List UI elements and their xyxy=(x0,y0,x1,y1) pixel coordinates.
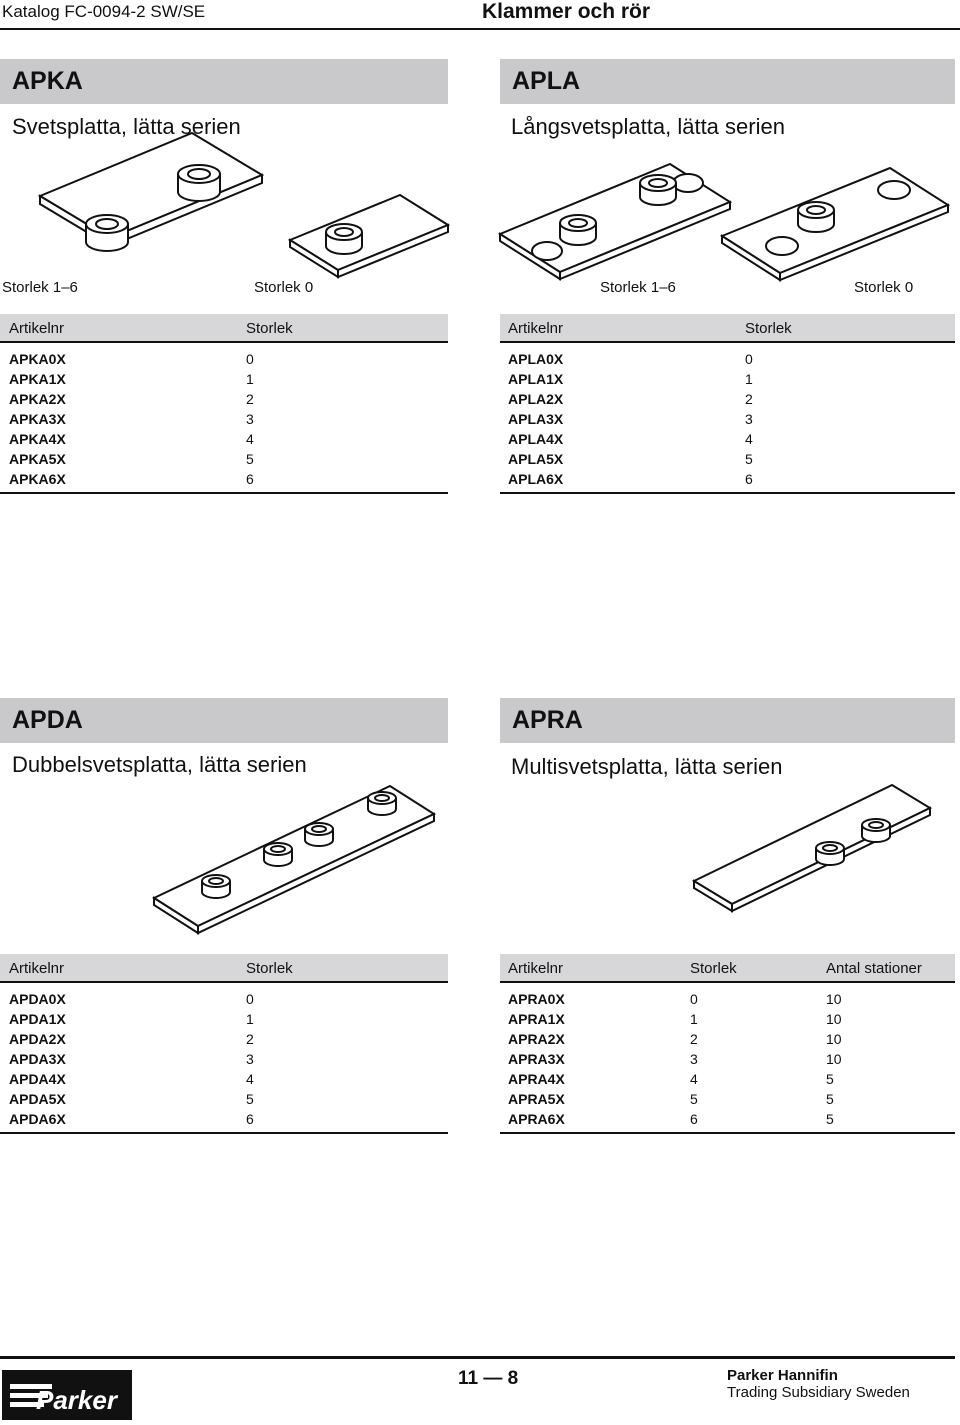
article-number: APDA5X xyxy=(9,1091,66,1107)
article-number: APRA6X xyxy=(508,1111,565,1127)
catalog-number: Katalog FC-0094-2 SW/SE xyxy=(2,2,206,21)
article-number: APKA3X xyxy=(9,411,66,427)
size-value: 0 xyxy=(745,351,753,367)
size-value: 0 xyxy=(246,991,254,1007)
size-value: 1 xyxy=(246,371,254,387)
table-header-apda xyxy=(0,954,448,983)
table-row xyxy=(0,389,448,409)
column-header: Storlek xyxy=(745,320,792,337)
article-number: APDA6X xyxy=(9,1111,66,1127)
table-row xyxy=(0,469,448,489)
weld-plate-illustration-apka xyxy=(0,150,460,280)
table-row xyxy=(0,409,448,429)
table-row xyxy=(500,429,955,449)
size-value: 4 xyxy=(690,1071,698,1087)
station-count: 10 xyxy=(826,1031,842,1047)
article-number: APDA4X xyxy=(9,1071,66,1087)
section-code: APRA xyxy=(512,706,583,734)
section-subtitle-apka: Svetsplatta, lätta serien xyxy=(12,114,241,139)
table-row xyxy=(500,349,955,369)
column-header: Artikelnr xyxy=(9,320,65,337)
article-number: APKA5X xyxy=(9,451,66,467)
table-row xyxy=(500,1029,955,1049)
size-value: 1 xyxy=(745,371,753,387)
article-number: APKA1X xyxy=(9,371,66,387)
table-row xyxy=(0,349,448,369)
table-row xyxy=(500,369,955,389)
table-row xyxy=(500,1049,955,1069)
size-value: 3 xyxy=(745,411,753,427)
table-body-apla xyxy=(500,349,955,491)
table-row xyxy=(500,469,955,489)
table-row xyxy=(500,1089,955,1109)
table-end-rule xyxy=(0,492,448,494)
column-header: Artikelnr xyxy=(9,960,65,977)
header-rule xyxy=(0,28,960,30)
size-value: 2 xyxy=(745,391,753,407)
article-number: APLA2X xyxy=(508,391,564,407)
table-header-apra xyxy=(500,954,955,983)
table-row xyxy=(0,989,448,1009)
section-header-apda xyxy=(0,698,448,743)
size-value: 6 xyxy=(246,471,254,487)
article-number: APKA0X xyxy=(9,351,66,367)
size-value: 3 xyxy=(246,1051,254,1067)
article-number: APKA2X xyxy=(9,391,66,407)
size-value: 3 xyxy=(690,1051,698,1067)
article-number: APLA4X xyxy=(508,431,564,447)
section-header-apla xyxy=(500,59,955,104)
table-row xyxy=(0,429,448,449)
size-value: 1 xyxy=(246,1011,254,1027)
size-value: 2 xyxy=(246,1031,254,1047)
station-count: 5 xyxy=(826,1091,834,1107)
column-header: Storlek xyxy=(246,320,293,337)
size-value: 0 xyxy=(690,991,698,1007)
size-value: 5 xyxy=(690,1091,698,1107)
section-subtitle-apra: Multisvetsplatta, lätta serien xyxy=(511,754,783,779)
page-title: Klammer och rör xyxy=(482,0,651,23)
article-number: APDA3X xyxy=(9,1051,66,1067)
table-end-rule xyxy=(500,492,955,494)
weld-plate-illustration-apla xyxy=(490,150,960,280)
size-value: 2 xyxy=(690,1031,698,1047)
article-number: APRA3X xyxy=(508,1051,565,1067)
company-name: Parker Hannifin xyxy=(727,1367,838,1384)
section-subtitle-apla: Långsvetsplatta, lätta serien xyxy=(511,114,785,139)
size-value: 1 xyxy=(690,1011,698,1027)
table-row xyxy=(0,1049,448,1069)
article-number: APLA5X xyxy=(508,451,564,467)
size-value: 5 xyxy=(246,1091,254,1107)
size-value: 3 xyxy=(246,411,254,427)
article-number: APDA2X xyxy=(9,1031,66,1047)
article-number: APRA1X xyxy=(508,1011,565,1027)
section-subtitle-apda: Dubbelsvetsplatta, lätta serien xyxy=(12,752,307,777)
size-value: 0 xyxy=(246,351,254,367)
parker-logo-icon xyxy=(2,1370,132,1420)
table-row xyxy=(0,1029,448,1049)
footer-rule xyxy=(0,1356,955,1359)
size-value: 4 xyxy=(246,431,254,447)
weld-plate-illustration-apda xyxy=(150,780,450,940)
table-row xyxy=(500,989,955,1009)
size-value: 5 xyxy=(246,451,254,467)
column-header: Artikelnr xyxy=(508,320,564,337)
column-header: Storlek xyxy=(690,960,737,977)
size-value: 6 xyxy=(246,1111,254,1127)
table-row xyxy=(0,1009,448,1029)
size-value: 6 xyxy=(690,1111,698,1127)
table-row xyxy=(500,409,955,429)
table-row xyxy=(0,1069,448,1089)
page-number: 11 — 8 xyxy=(458,1368,519,1389)
column-header: Artikelnr xyxy=(508,960,564,977)
table-row xyxy=(500,389,955,409)
article-number: APRA5X xyxy=(508,1091,565,1107)
article-number: APLA6X xyxy=(508,471,564,487)
table-row xyxy=(0,449,448,469)
size-value: 5 xyxy=(745,451,753,467)
column-header: Antal stationer xyxy=(826,960,922,977)
table-row xyxy=(500,449,955,469)
size-value: 2 xyxy=(246,391,254,407)
parker-logo xyxy=(2,1370,132,1420)
size-value: 4 xyxy=(246,1071,254,1087)
article-number: APRA0X xyxy=(508,991,565,1007)
article-number: APRA4X xyxy=(508,1071,565,1087)
station-count: 5 xyxy=(826,1071,834,1087)
table-row xyxy=(500,1109,955,1129)
table-end-rule xyxy=(500,1132,955,1134)
article-number: APLA3X xyxy=(508,411,564,427)
weld-plate-illustration-apra xyxy=(690,775,950,915)
station-count: 10 xyxy=(826,991,842,1007)
table-body-apra xyxy=(500,989,955,1131)
table-row xyxy=(500,1069,955,1089)
logo-wordmark: Parker xyxy=(36,1385,117,1415)
table-end-rule xyxy=(0,1132,448,1134)
company-subsidiary: Trading Subsidiary Sweden xyxy=(727,1384,910,1401)
section-code: APLA xyxy=(512,67,581,95)
article-number: APLA0X xyxy=(508,351,564,367)
article-number: APDA0X xyxy=(9,991,66,1007)
station-count: 10 xyxy=(826,1051,842,1067)
section-header-apka xyxy=(0,59,448,104)
station-count: 5 xyxy=(826,1111,834,1127)
article-number: APDA1X xyxy=(9,1011,66,1027)
section-header-apra xyxy=(500,698,955,743)
article-number: APRA2X xyxy=(508,1031,565,1047)
column-header: Storlek xyxy=(246,960,293,977)
table-row xyxy=(0,369,448,389)
article-number: APLA1X xyxy=(508,371,564,387)
caption-size-0-apka: Storlek 0 xyxy=(254,279,314,296)
article-number: APKA4X xyxy=(9,431,66,447)
table-body-apka xyxy=(0,349,448,491)
section-code: APKA xyxy=(12,67,83,95)
table-row xyxy=(0,1089,448,1109)
table-header-apka xyxy=(0,314,448,343)
section-code: APDA xyxy=(12,706,83,734)
caption-size-1-6-apla: Storlek 1–6 xyxy=(600,279,676,296)
size-value: 6 xyxy=(745,471,753,487)
size-value: 4 xyxy=(745,431,753,447)
table-row xyxy=(500,1009,955,1029)
article-number: APKA6X xyxy=(9,471,66,487)
table-row xyxy=(0,1109,448,1129)
table-body-apda xyxy=(0,989,448,1131)
caption-size-0-apla: Storlek 0 xyxy=(854,279,914,296)
caption-size-1-6-apka: Storlek 1–6 xyxy=(2,279,78,296)
station-count: 10 xyxy=(826,1011,842,1027)
table-header-apla xyxy=(500,314,955,343)
